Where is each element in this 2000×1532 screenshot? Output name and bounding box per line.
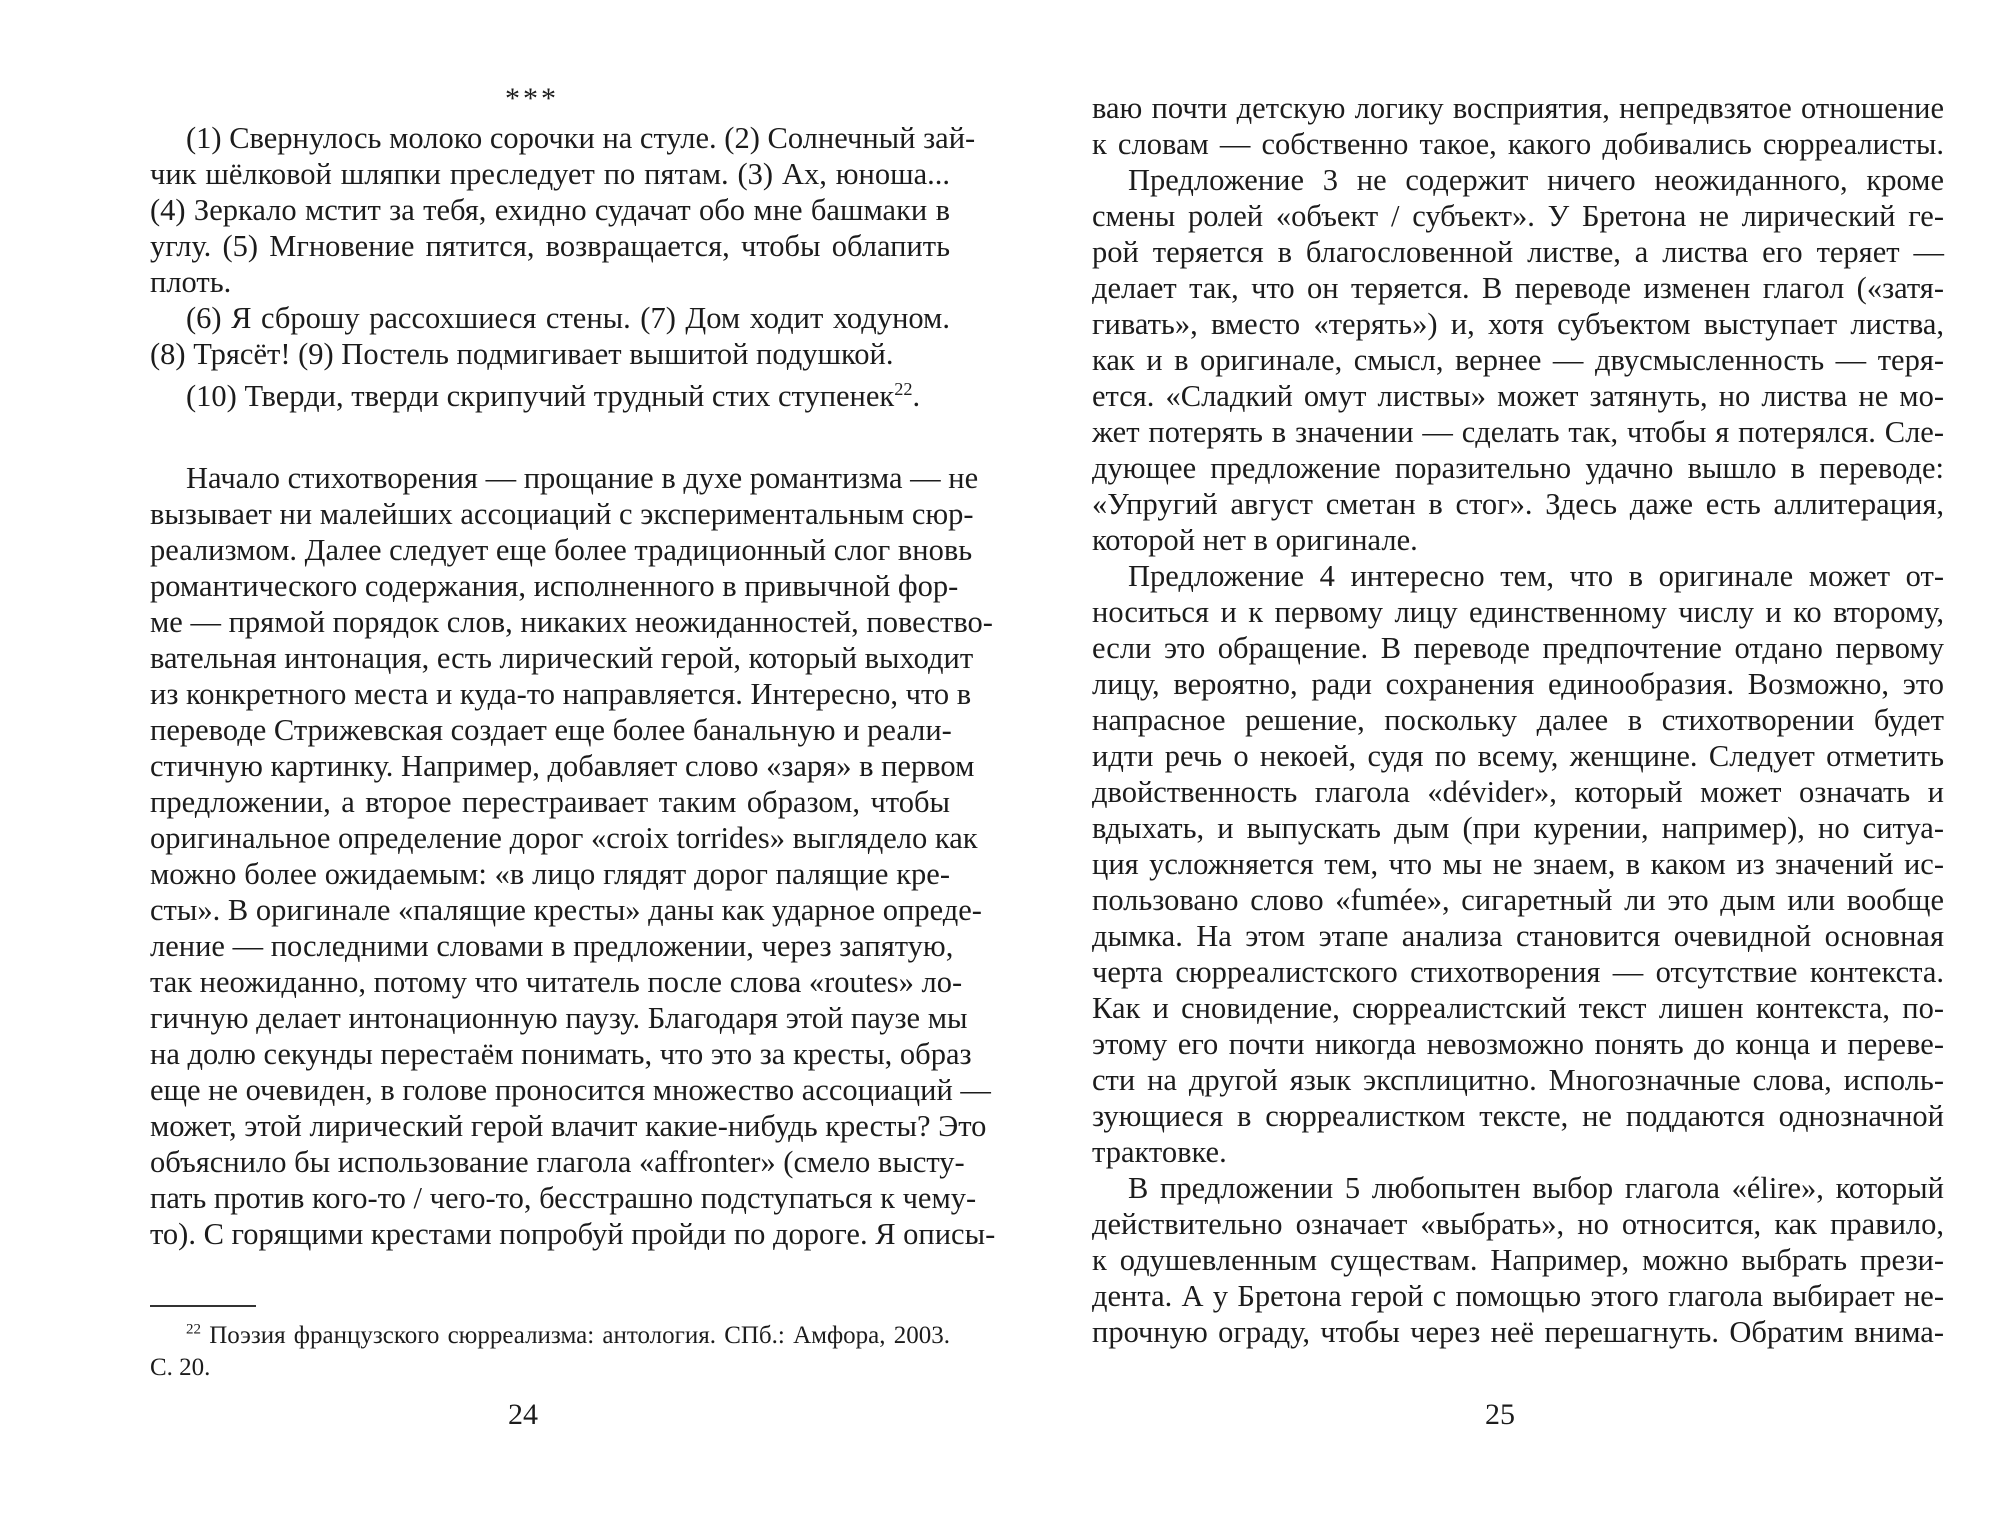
body-line: как и в оригинале, смысл, вернее — двусмысленность — теря- <box>1092 343 1944 377</box>
body-line: пользовано слово «fumée», сигаретный ли это дым или вообще <box>1092 883 1944 917</box>
body-line: к одушевленным существам. Например, можно выбрать прези- <box>1092 1243 1944 1277</box>
poem-line: (6) Я сброшу рассохшиеся стены. (7) Дом ходит ходуном. <box>186 301 950 335</box>
body-line: вдыхать, и выпускать дым (при курении, например), но ситуа- <box>1092 811 1944 845</box>
body-line: Начало стихотворения — прощание в духе романтизма — не <box>186 461 979 495</box>
body-line: напрасное решение, поскольку далее в стихотворении будет <box>1092 703 1944 737</box>
body-line: зующиеся в сюрреалистком тексте, не поддаются однозначной <box>1092 1099 1944 1133</box>
body-line: Как и сновидение, сюрреалистский текст лишен контекста, по- <box>1092 991 1944 1025</box>
body-line: еще не очевиден, в голове проносится множество ассоциаций — <box>150 1073 991 1107</box>
body-line: Предложение 4 интересно тем, что в оригинале может от- <box>1128 559 1944 593</box>
right-page <box>1000 0 2000 1532</box>
body-line: прочную ограду, чтобы через неё перешагнуть. Обратим внима- <box>1092 1315 1944 1349</box>
body-line: на долю секунды перестаём понимать, что это за кресты, образ <box>150 1037 972 1071</box>
body-line: то). С горящими крестами попробуй пройди по дороге. Я описы- <box>150 1217 996 1251</box>
body-line: предложении, а второе перестраивает таким образом, чтобы <box>150 785 950 819</box>
body-line: идти речь о некоей, судя по всему, женщине. Следует отметить <box>1092 739 1944 773</box>
body-line: так неожиданно, потому что читатель после слова «routes» ло- <box>150 965 963 999</box>
footnote-divider <box>150 1305 256 1307</box>
body-line: сти на другой язык эксплицитно. Многозначные слова, исполь- <box>1092 1063 1944 1097</box>
body-line: реализмом. Далее следует еще более традиционный слог вновь <box>150 533 973 567</box>
body-line: смены ролей «объект / субъект». У Бретона не лирический ге- <box>1092 199 1944 233</box>
body-line: ваю почти детскую логику восприятия, непредвзятое отношение <box>1092 91 1944 125</box>
body-line: действительно означает «выбрать», но относится, как правило, <box>1092 1207 1944 1241</box>
body-line: «Упругий август сметан в стог». Здесь даже есть аллитерация, <box>1092 487 1944 521</box>
body-line: объяснило бы использование глагола «affronter» (смело высту- <box>150 1145 965 1179</box>
body-line: жет потерять в значении — сделать так, чтобы я потерялся. Сле- <box>1092 415 1944 449</box>
body-line: которой нет в оригинале. <box>1092 523 1418 557</box>
body-line: дымка. На этом этапе анализа становится очевидной основная <box>1092 919 1944 953</box>
body-line: к словам — собственно такое, какого добивались сюрреалисты. <box>1092 127 1944 161</box>
body-line: оригинальное определение дорог «croix torrides» выглядело как <box>150 821 978 855</box>
body-line: этому его почти никогда невозможно понять до конца и переве- <box>1092 1027 1944 1061</box>
body-line: ется. «Сладкий омут листвы» может затянуть, но листва не мо- <box>1092 379 1944 413</box>
body-line: пать против кого-то / чего-то, бесстрашно подступаться к чему- <box>150 1181 977 1215</box>
page-number: 25 <box>1485 1398 1515 1431</box>
poem-line: (4) Зеркало мстит за тебя, ехидно судачат обо мне башмаки в <box>150 193 950 227</box>
footnote-text: Поэзия французского сюрреализма: антология. СПб.: Амфора, 2003. <box>209 1322 950 1349</box>
body-line: если это обращение. В переводе предпочтение отдано первому <box>1092 631 1944 665</box>
body-line: рой теряется в благословенной листве, а листва его теряет — <box>1092 235 1944 269</box>
body-line: ция усложняется тем, что мы не знаем, в каком из значений ис- <box>1092 847 1944 881</box>
body-line: черта сюрреалистского стихотворения — отсутствие контекста. <box>1092 955 1944 989</box>
footnote-number: 22 <box>186 1321 201 1338</box>
body-line: делает так, что он теряется. В переводе изменен глагол («затя- <box>1092 271 1944 305</box>
footnote-ref: 22 <box>894 378 913 399</box>
body-line: трактовке. <box>1092 1135 1227 1169</box>
body-line: вательная интонация, есть лирический герой, который выходит <box>150 641 974 675</box>
body-line: можно более ожидаемым: «в лицо глядят дорог палящие кре- <box>150 857 950 891</box>
body-line: В предложении 5 любопытен выбор глагола «élire», который <box>1128 1171 1944 1205</box>
body-line: стичную картинку. Например, добавляет слово «заря» в первом <box>150 749 975 783</box>
body-line: гивать», вместо «терять») и, хотя субъектом выступает листва, <box>1092 307 1944 341</box>
body-line: вызывает ни малейших ассоциаций с экспериментальным сюр- <box>150 497 974 531</box>
body-line: из конкретного места и куда-то направляется. Интересно, что в <box>150 677 972 711</box>
footnote <box>186 1320 950 1352</box>
body-line: романтического содержания, исполненного в привычной фор- <box>150 569 959 603</box>
page-number: 24 <box>508 1398 538 1431</box>
footnote-continuation: С. 20. <box>150 1354 211 1381</box>
poem-line: углу. (5) Мгновение пятится, возвращается, чтобы облапить <box>150 229 950 263</box>
body-line: ме — прямой порядок слов, никаких неожиданностей, повество- <box>150 605 993 639</box>
poem-line: плоть. <box>150 265 232 299</box>
body-line: сты». В оригинале «палящие кресты» даны как ударное опреде- <box>150 893 982 927</box>
body-line: носиться и к первому лицу единственному числу и ко второму, <box>1092 595 1944 629</box>
poem-line: (1) Свернулось молоко сорочки на стуле. (2) Солнечный зай- <box>186 121 976 155</box>
body-line: может, этой лирический герой влачит какие-нибудь кресты? Это <box>150 1109 987 1143</box>
body-line: дующее предложение поразительно удачно вышло в переводе: <box>1092 451 1944 485</box>
body-line: переводе Стрижевская создает еще более банальную и реали- <box>150 713 952 747</box>
body-line: гичную делает интонационную паузу. Благодаря этой паузе мы <box>150 1001 968 1035</box>
body-line: Предложение 3 не содержит ничего неожиданного, кроме <box>1128 163 1944 197</box>
poem-line-last: (10) Тверди, тверди скрипучий трудный стих ступенек$^{22}$. <box>186 378 921 413</box>
section-separator: *** <box>505 82 559 115</box>
body-line: двойственность глагола «dévider», который может означать и <box>1092 775 1944 809</box>
body-line: лицу, вероятно, ради сохранения единообразия. Возможно, это <box>1092 667 1944 701</box>
poem-line: чик шёлковой шляпки преследует по пятам. (3) Ах, юноша... <box>150 157 950 191</box>
poem-line-text: (10) Тверди, тверди скрипучий трудный стих ступенек <box>186 379 895 413</box>
body-line: ление — последними словами в предложении, через запятую, <box>150 929 954 963</box>
body-line: дента. А у Бретона герой с помощью этого глагола выбирает не- <box>1092 1279 1944 1313</box>
poem-line: (8) Трясёт! (9) Постель подмигивает вышитой подушкой. <box>150 337 894 371</box>
